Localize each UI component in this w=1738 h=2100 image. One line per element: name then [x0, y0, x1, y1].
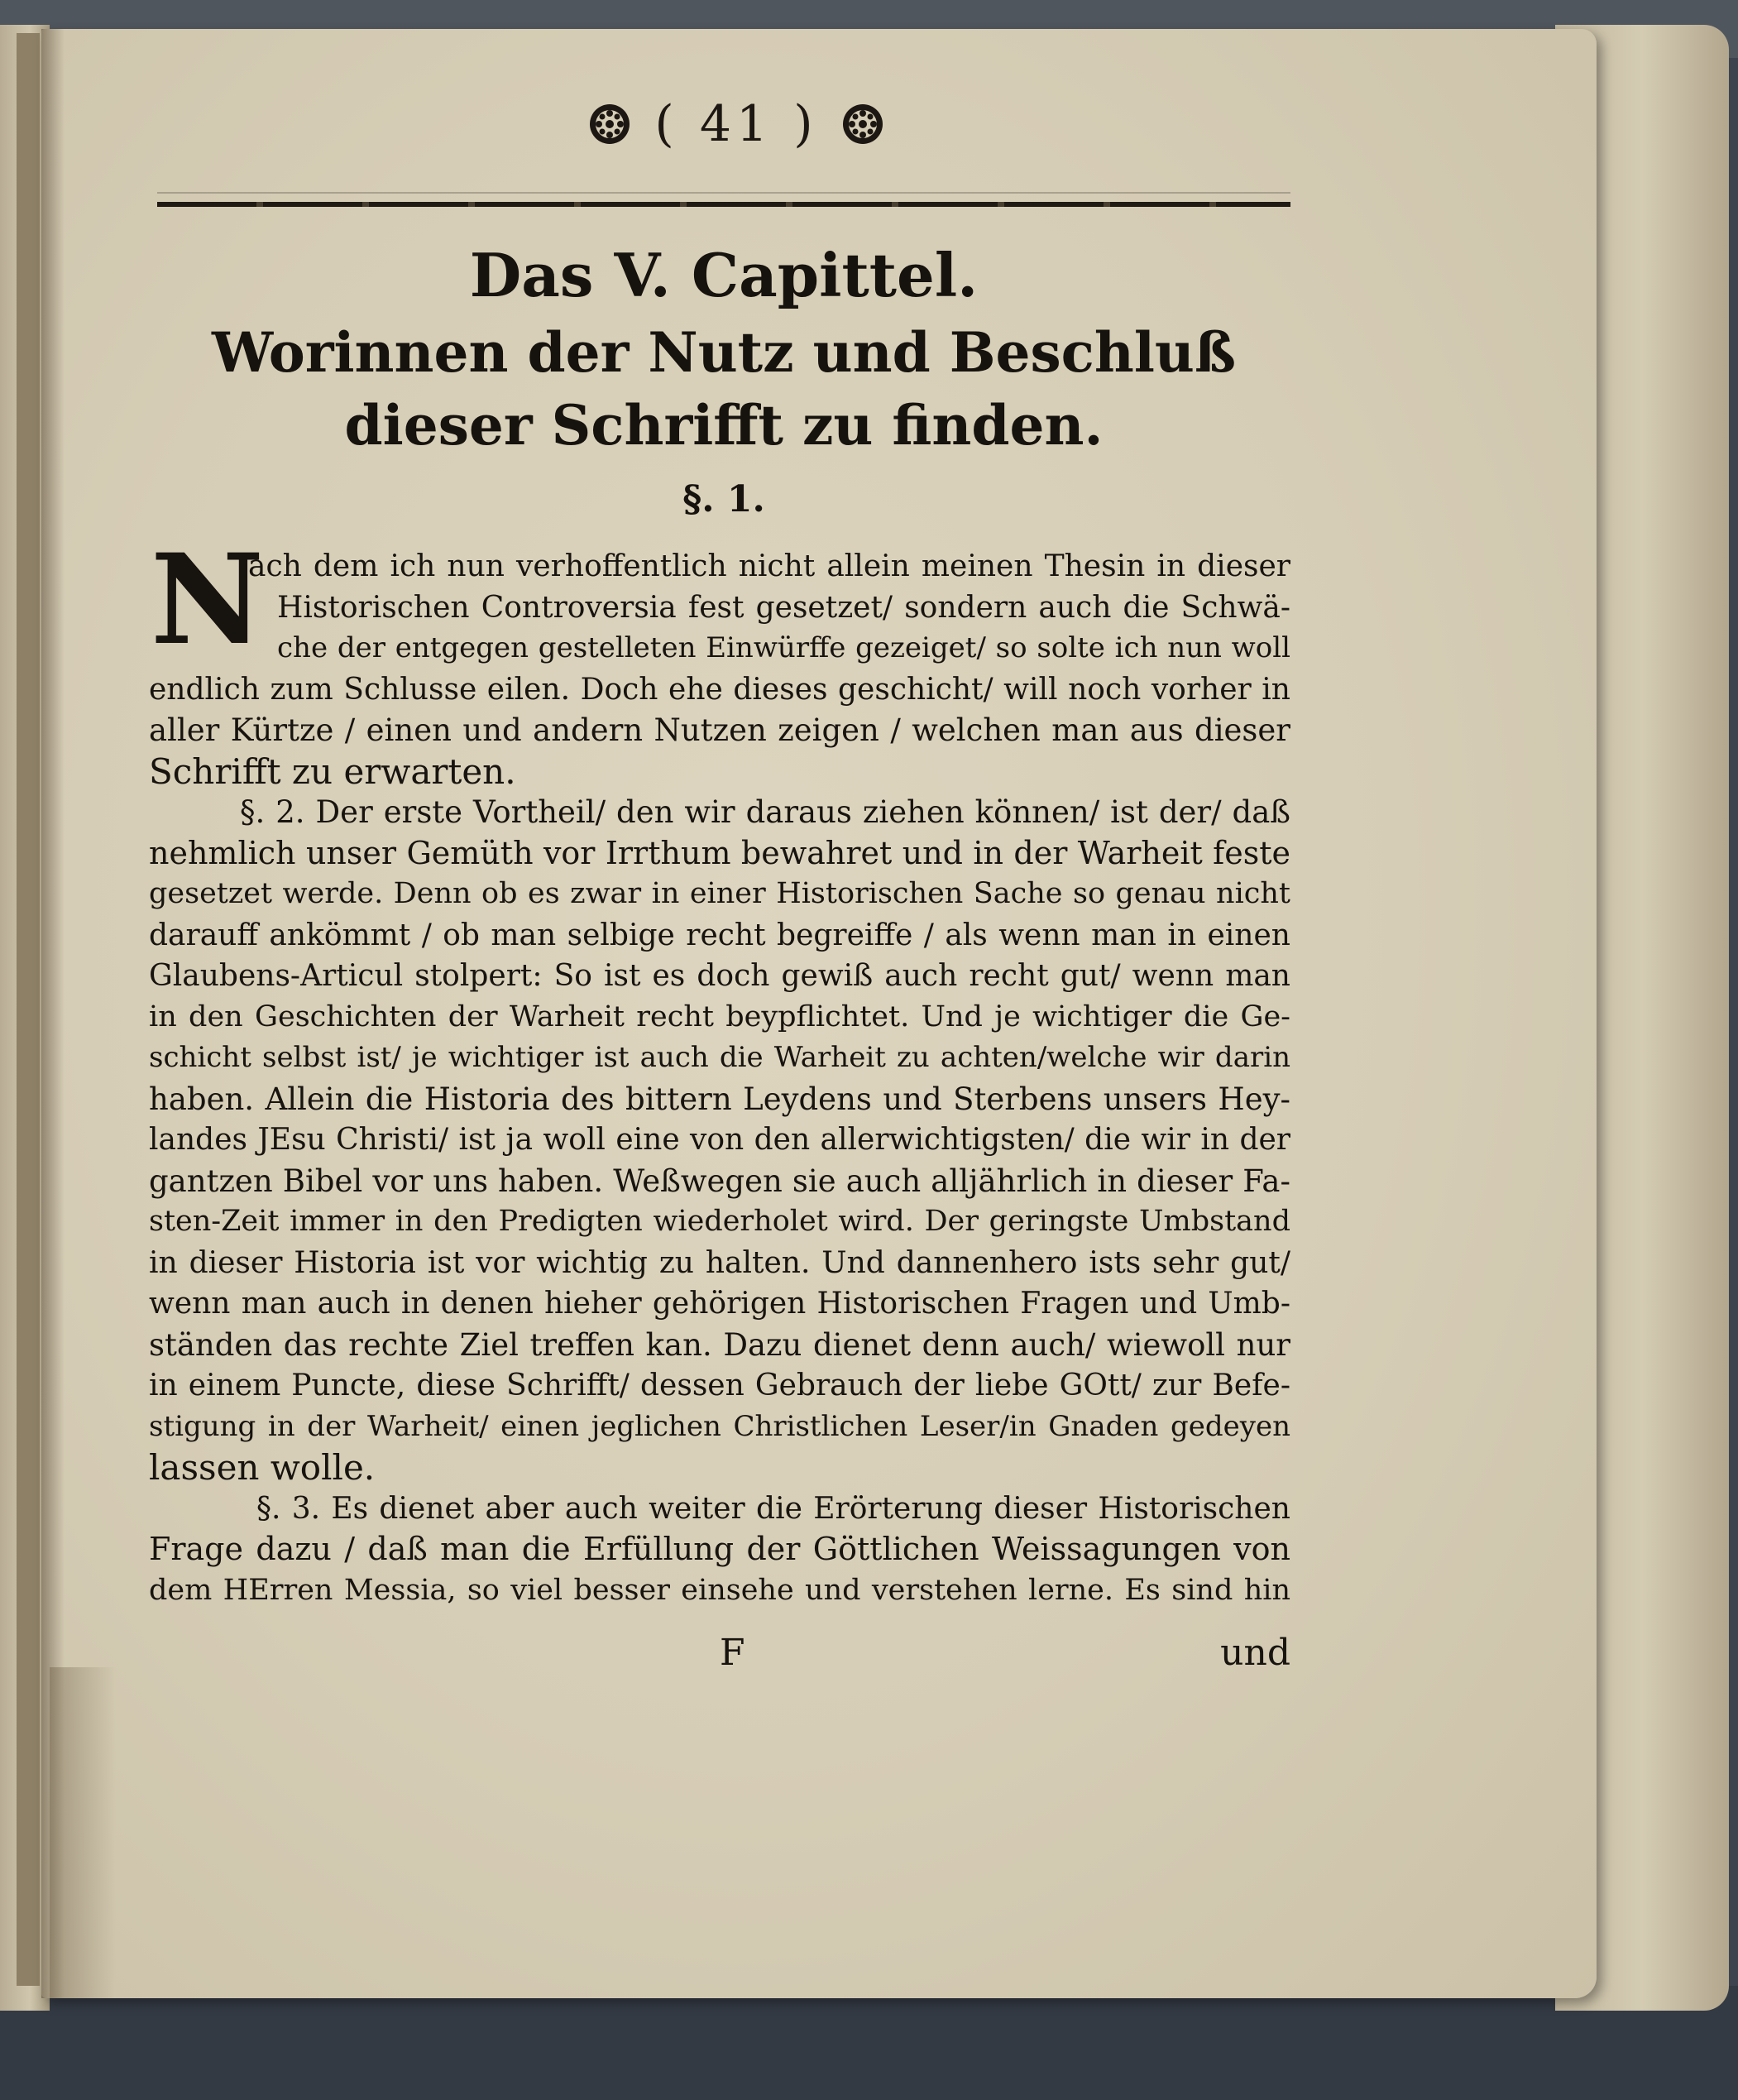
binding-strip [17, 33, 40, 1986]
chapter-subtitle: Worinnen der Nutz und Beschluß dieser Schrifft zu finden. [211, 320, 1237, 458]
body-text [149, 546, 1290, 1611]
catchword: und [1220, 1632, 1290, 1674]
text-line: ach dem ich nun verhoffentlich nicht allein meinen Thesin in dieser [248, 549, 1290, 583]
text-line: stigung in der Warheit/ einen jeglichen Christlichen Leser/in Gnaden gedeyen [149, 1409, 1290, 1443]
text-line: in den Geschichten der Warheit recht beypflichtet. Und je wichtiger die Ge- [149, 1000, 1290, 1033]
text-line: sten-Zeit immer in den Predigten wiederholet wird. Der geringste Umbstand [149, 1205, 1290, 1238]
scan-background-bottom [0, 1986, 1738, 2100]
text-line: aller Kürtze / einen und andern Nutzen zeigen / welchen man aus dieser [149, 712, 1290, 748]
page-header [579, 87, 893, 161]
page-number: ( 41 ) [654, 95, 818, 153]
text-line: schicht selbst ist/ je wichtiger ist auch die Warheit zu achten/welche wir darin [149, 1041, 1290, 1074]
text-line: nehmlich unser Gemüth vor Irrthum bewahret und in der Warheit feste [149, 834, 1290, 871]
text-line: darauff ankömmt / ob man selbige recht begreiffe / als wenn man in einen [149, 918, 1290, 952]
text-line: Frage dazu / daß man die Erfüllung der Göttlichen Weissagungen von [149, 1531, 1290, 1567]
text-line: che der entgegen gestelleten Einwürffe gezeiget/ so solte ich nun woll [277, 631, 1290, 664]
drop-cap: N [151, 527, 265, 673]
page-wear [50, 1667, 116, 1998]
flower-ornament-icon [587, 101, 633, 147]
section-mark: §. 1. [682, 478, 765, 520]
text-line: Schrifft zu erwarten. [149, 750, 516, 792]
text-line: §. 3. Es dienet aber auch weiter die Erörterung dieser Historischen [256, 1491, 1290, 1526]
text-line: endlich zum Schlusse eilen. Doch ehe dieses geschicht/ will noch vorher in [149, 672, 1290, 707]
text-line: ständen das rechte Ziel treffen kan. Dazu dienet denn auch/ wiewoll nur [149, 1326, 1290, 1363]
text-line: dem HErren Messia, so viel besser einsehe und verstehen lerne. Es sind hin [149, 1573, 1290, 1607]
text-line: gesetzet werde. Denn ob es zwar in einer Historischen Sache so genau nicht [149, 877, 1290, 910]
chapter-title: Das V. Capittel. [469, 240, 979, 310]
flower-ornament-icon [840, 101, 886, 147]
text-line: gantzen Bibel vor uns haben. Weßwegen sie auch alljährlich in dieser Fa- [149, 1163, 1290, 1199]
page-footer [149, 1632, 1290, 1678]
text-line: §. 2. Der erste Vortheil/ den wir daraus ziehen können/ ist der/ daß [240, 794, 1290, 830]
text-line: haben. Allein die Historia des bittern Leydens und Sterbens unsers Hey- [149, 1081, 1290, 1117]
text-line: lassen wolle. [149, 1447, 376, 1488]
text-line: Historischen Controversia fest gesetzet/ sondern auch die Schwä- [277, 590, 1290, 625]
header-rule [157, 202, 1290, 207]
signature-mark: F [720, 1632, 745, 1674]
text-line: in dieser Historia ist vor wichtig zu halten. Und dannenhero ists sehr gut/ [149, 1245, 1290, 1280]
header-offset-line [157, 192, 1290, 194]
text-line: landes JEsu Christi/ ist ja woll eine von den allerwichtigsten/ die wir in der [149, 1123, 1290, 1157]
text-line: in einem Puncte, diese Schrifft/ dessen Gebrauch der liebe GOtt/ zur Befe- [149, 1369, 1290, 1402]
text-line: wenn man auch in denen hieher gehörigen Historischen Fragen und Umb- [149, 1287, 1290, 1321]
text-line: Glaubens-Articul stolpert: So ist es doch gewiß auch recht gut/ wenn man [149, 959, 1290, 993]
